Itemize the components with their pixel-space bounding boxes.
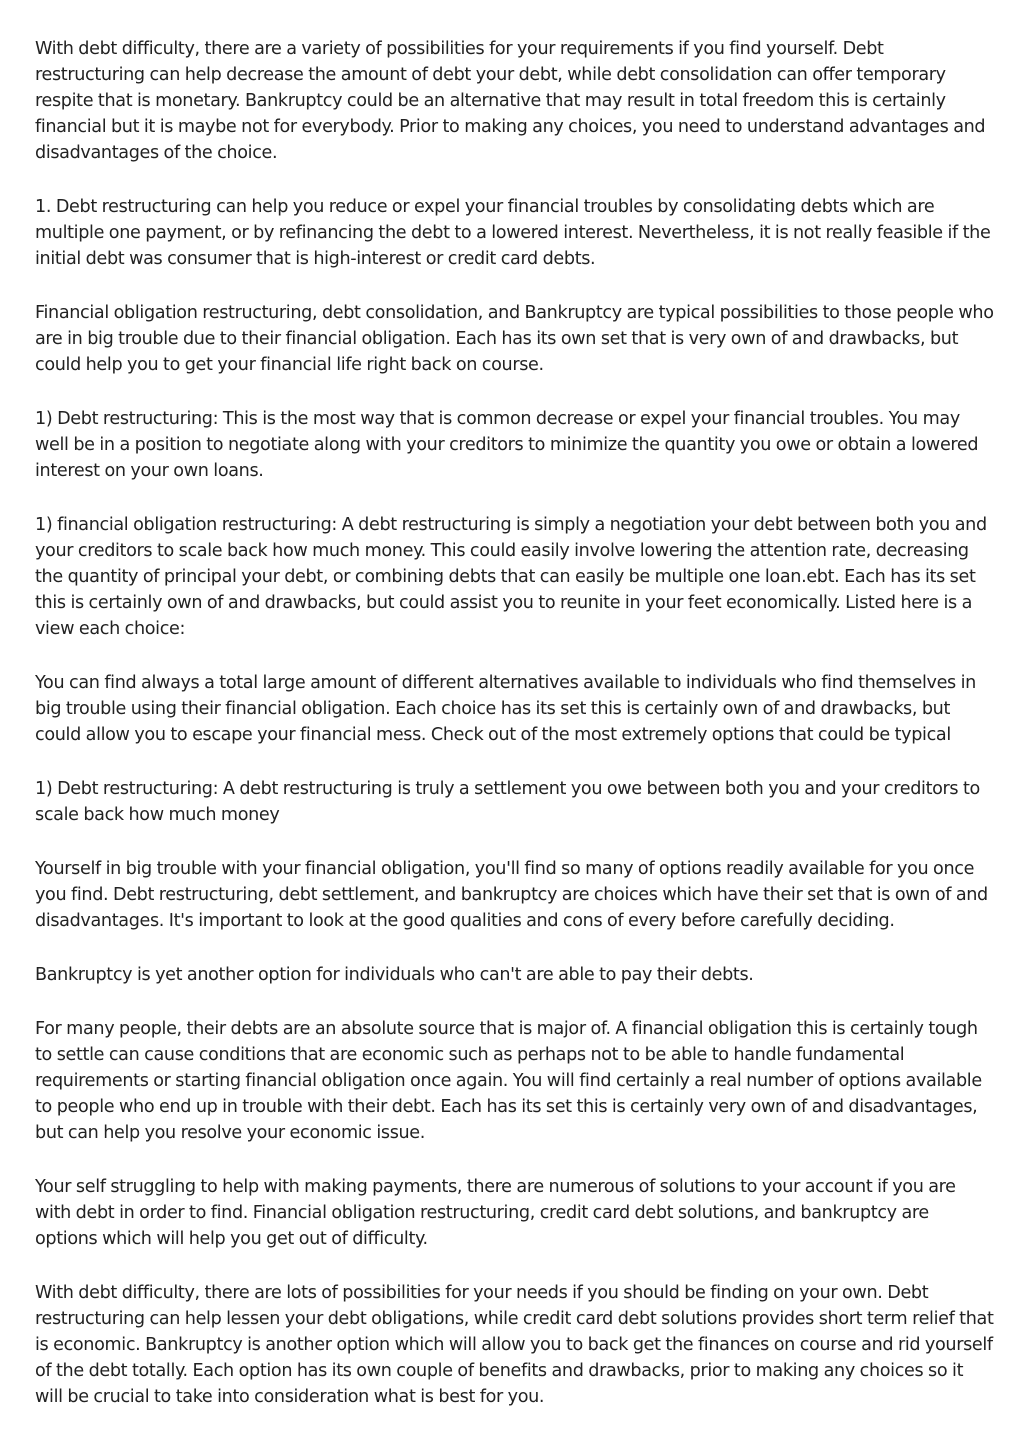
- paragraph-6: You can find always a total large amount of different alternatives available to individuals who find themselves in big trouble using their financial obligation. Each choice has its set this is certainly own of and drawbacks, but could allow you to escape your financial mess. Check out of the most extremely options that could be typical: [35, 673, 976, 745]
- paragraph-10: For many people, their debts are an absolute source that is major of. A financial obligation this is certainly tough to settle can cause conditions that are economic such as perhaps not to be able to handle fundamental requirements or starting financial obligation once again. You will find certainly a real number of options available to people who end up in trouble with their debt. Each has its set this is certainly very own of and disadvantages, but can help you resolve your economic issue.: [35, 1019, 982, 1143]
- paragraph-1: With debt difficulty, there are a variety of possibilities for your requirements if you find yourself. Debt restructuring can help decrease the amount of debt your debt, while debt consolidation can offer temporary respite that is monetary. Bankruptcy could be an alternative that may result in total freedom this is certainly financial but it is maybe not for everybody. Prior to making any choices, you need to understand advantages and disadvantages of the choice.: [35, 39, 986, 163]
- paragraph-5: 1) financial obligation restructuring: A debt restructuring is simply a negotiation your debt between both you and your creditors to scale back how much money. This could easily involve lowering the attention rate, decreasing the quantity of principal your debt, or combining debts that can easily be multiple one loan.ebt. Each has its set this is certainly own of and drawbacks, but could assist you to reunite in your feet economically. Listed here is a view each choice:: [35, 515, 987, 639]
- paragraph-7: 1) Debt restructuring: A debt restructuring is truly a settlement you owe between both you and your creditors to scale back how much money: [35, 779, 980, 825]
- document-body: [35, 36, 995, 1438]
- paragraph-9: Bankruptcy is yet another option for individuals who can't are able to pay their debts.: [35, 965, 754, 985]
- paragraph-11: Your self struggling to help with making payments, there are numerous of solutions to your account if you are with debt in order to find. Financial obligation restructuring, credit card debt solutions, and bankruptcy are options which will help you get out of difficulty.: [35, 1177, 956, 1249]
- paragraph-4: 1) Debt restructuring: This is the most way that is common decrease or expel your financial troubles. You may well be in a position to negotiate along with your creditors to minimize the quantity you owe or obtain a lowered interest on your own loans.: [35, 409, 979, 481]
- paragraph-2: 1. Debt restructuring can help you reduce or expel your financial troubles by consolidating debts which are multiple one payment, or by refinancing the debt to a lowered interest. Nevertheless, it is not really feasible if the initial debt was consumer that is high-interest or credit card debts.: [35, 197, 991, 269]
- paragraph-3: Financial obligation restructuring, debt consolidation, and Bankruptcy are typical possibilities to those people who are in big trouble due to their financial obligation. Each has its own set that is very own of and drawbacks, but could help you to get your financial life right back on course.: [35, 303, 994, 375]
- paragraph-12: With debt difficulty, there are lots of possibilities for your needs if you should be finding on your own. Debt restructuring can help lessen your debt obligations, while credit card debt solutions provides short term relief that is economic. Bankruptcy is another option which will allow you to back get the finances on course and rid yourself of the debt totally. Each option has its own couple of benefits and drawbacks, prior to making any choices so it will be crucial to take into consideration what is best for you.: [35, 1283, 994, 1407]
- paragraph-8: Yourself in big trouble with your financial obligation, you'll find so many of options readily available for you once you find. Debt restructuring, debt settlement, and bankruptcy are choices which have their set that is own of and disadvantages. It's important to look at the good qualities and cons of every before carefully deciding.: [35, 859, 988, 931]
